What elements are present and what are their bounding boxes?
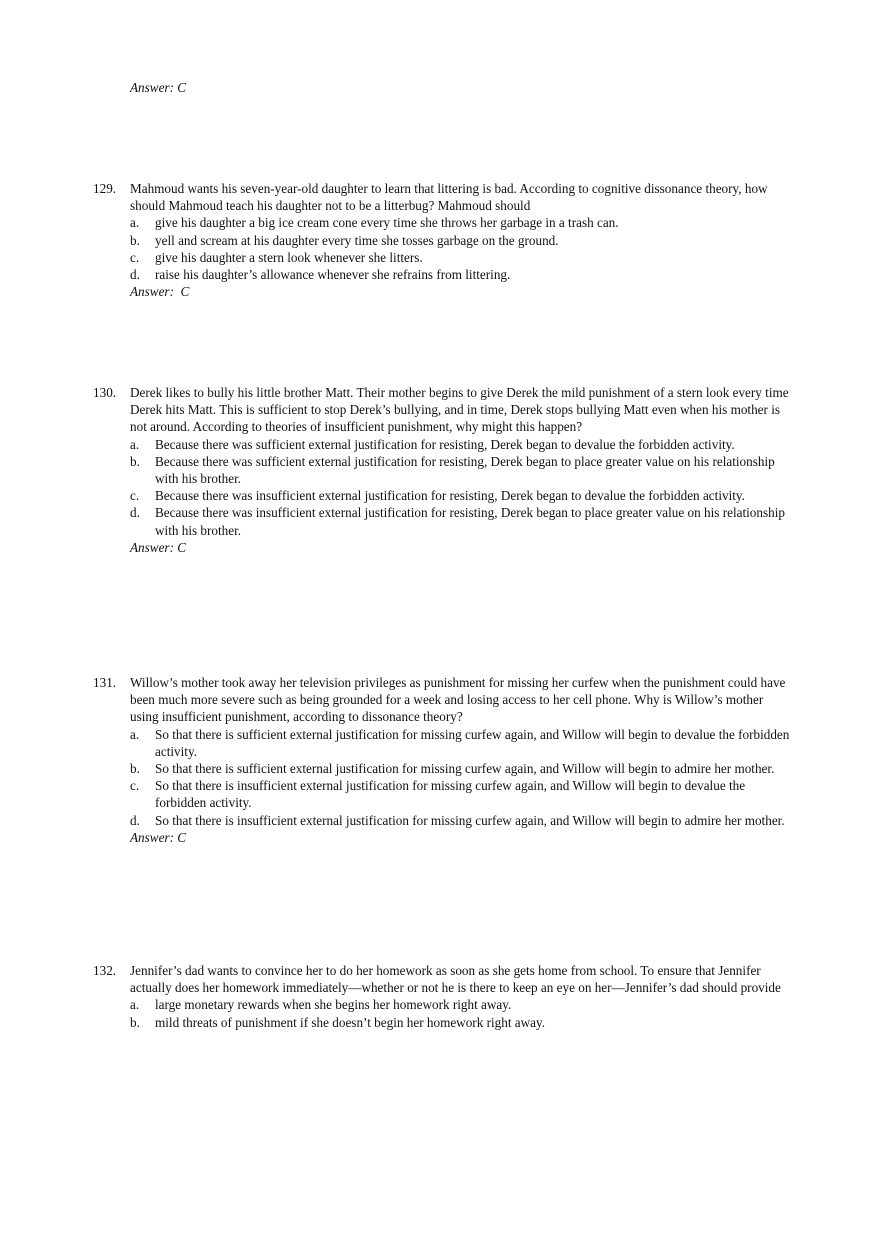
previous-answer: Answer: C bbox=[130, 80, 187, 95]
option-label: b. bbox=[130, 761, 140, 777]
option-text: Because there was sufficient external justification for resisting, Derek began to place greater value on his relationship with his brother. bbox=[155, 453, 775, 487]
option-label: b. bbox=[130, 232, 140, 248]
question-stem bbox=[93, 962, 793, 996]
option-label: c. bbox=[130, 249, 140, 265]
option-text: mild threats of punishment if she doesn’t begin her homework right away. bbox=[155, 1014, 546, 1030]
option-b bbox=[93, 1014, 793, 1031]
option-c bbox=[93, 487, 793, 504]
option-c bbox=[93, 249, 793, 266]
option-c bbox=[93, 777, 793, 811]
option-label: c. bbox=[130, 488, 140, 504]
question-132 bbox=[93, 962, 793, 1031]
question-text: Jennifer’s dad wants to convince her to do her homework as soon as she gets home from school. To ensure that Jennifer actually does her homework immediately—whether or not he is there to keep an eye on her—Jennifer’s dad should provide bbox=[130, 963, 781, 996]
question-129 bbox=[93, 180, 793, 300]
option-text: give his daughter a stern look whenever she litters. bbox=[155, 249, 423, 265]
option-text: So that there is sufficient external justification for missing curfew again, and Willow will begin to devalue the forbidden activity. bbox=[155, 726, 790, 759]
question-130 bbox=[93, 384, 793, 556]
option-text: yell and scream at his daughter every time she tosses garbage on the ground. bbox=[155, 232, 559, 248]
option-d bbox=[93, 812, 793, 829]
option-text: raise his daughter’s allowance whenever she refrains from littering. bbox=[155, 267, 511, 283]
option-text: Because there was insufficient external justification for resisting, Derek began to place greater value on his relationship with his brother. bbox=[155, 505, 785, 538]
question-text: Willow’s mother took away her television privileges as punishment for missing her curfew when the punishment could have been much more severe such as being grounded for a week and losing access to her cell phone. Why is Willow’s mother using insufficient punishment, according to dissonance theory? bbox=[130, 675, 786, 725]
option-a bbox=[93, 214, 793, 231]
option-text: So that there is sufficient external justification for missing curfew again, and Willow will begin to admire her mother. bbox=[155, 761, 775, 777]
option-label: d. bbox=[130, 505, 140, 521]
question-stem bbox=[93, 674, 793, 726]
question-answer: Answer: C bbox=[130, 829, 187, 845]
option-text: Because there was sufficient external justification for resisting, Derek began to devalue the forbidden activity. bbox=[155, 436, 735, 452]
option-text: give his daughter a big ice cream cone every time she throws her garbage in a trash can. bbox=[155, 215, 619, 231]
question-number: 129. bbox=[93, 181, 117, 196]
question-number: 130. bbox=[93, 385, 117, 400]
option-list bbox=[93, 726, 793, 829]
option-label: a. bbox=[130, 215, 140, 231]
option-a bbox=[93, 996, 793, 1013]
question-number: 131. bbox=[93, 675, 117, 690]
option-d bbox=[93, 504, 793, 538]
option-b bbox=[93, 453, 793, 487]
option-b bbox=[93, 760, 793, 777]
option-text: large monetary rewards when she begins her homework right away. bbox=[155, 997, 512, 1013]
question-number: 132. bbox=[93, 963, 117, 978]
question-text: Derek likes to bully his little brother Matt. Their mother begins to give Derek the mild punishment of a stern look every time Derek hits Matt. This is sufficient to stop Derek’s bullying, and in time, Derek stops bullying Matt even when his mother is not around. According to theories of insufficient punishment, why might this happen? bbox=[130, 385, 789, 435]
question-text: Mahmoud wants his seven-year-old daughter to learn that littering is bad. According to cognitive dissonance theory, how should Mahmoud teach his daughter not to be a litterbug? Mahmoud should bbox=[130, 181, 768, 214]
question-131 bbox=[93, 674, 793, 846]
question-answer: Answer: C bbox=[130, 539, 187, 555]
option-label: d. bbox=[130, 267, 140, 283]
question-answer: Answer: C bbox=[130, 284, 190, 300]
option-a bbox=[93, 726, 793, 760]
option-label: b. bbox=[130, 1014, 140, 1030]
option-d bbox=[93, 266, 793, 283]
option-label: a. bbox=[130, 436, 140, 452]
question-stem bbox=[93, 180, 793, 214]
option-a bbox=[93, 436, 793, 453]
option-label: d. bbox=[130, 812, 140, 828]
option-list bbox=[93, 436, 793, 539]
option-label: c. bbox=[130, 778, 140, 794]
option-label: a. bbox=[130, 997, 140, 1013]
option-text: So that there is insufficient external justification for missing curfew again, and Willow will begin to devalue the forbidden activity. bbox=[155, 778, 746, 811]
option-label: b. bbox=[130, 453, 140, 469]
option-label: a. bbox=[130, 726, 140, 742]
option-list bbox=[93, 214, 793, 283]
option-text: Because there was insufficient external justification for resisting, Derek began to devalue the forbidden activity. bbox=[155, 488, 745, 504]
question-stem bbox=[93, 384, 793, 436]
option-text: So that there is insufficient external justification for missing curfew again, and Willow will begin to admire her mother. bbox=[155, 812, 785, 828]
option-b bbox=[93, 232, 793, 249]
option-list bbox=[93, 996, 793, 1030]
